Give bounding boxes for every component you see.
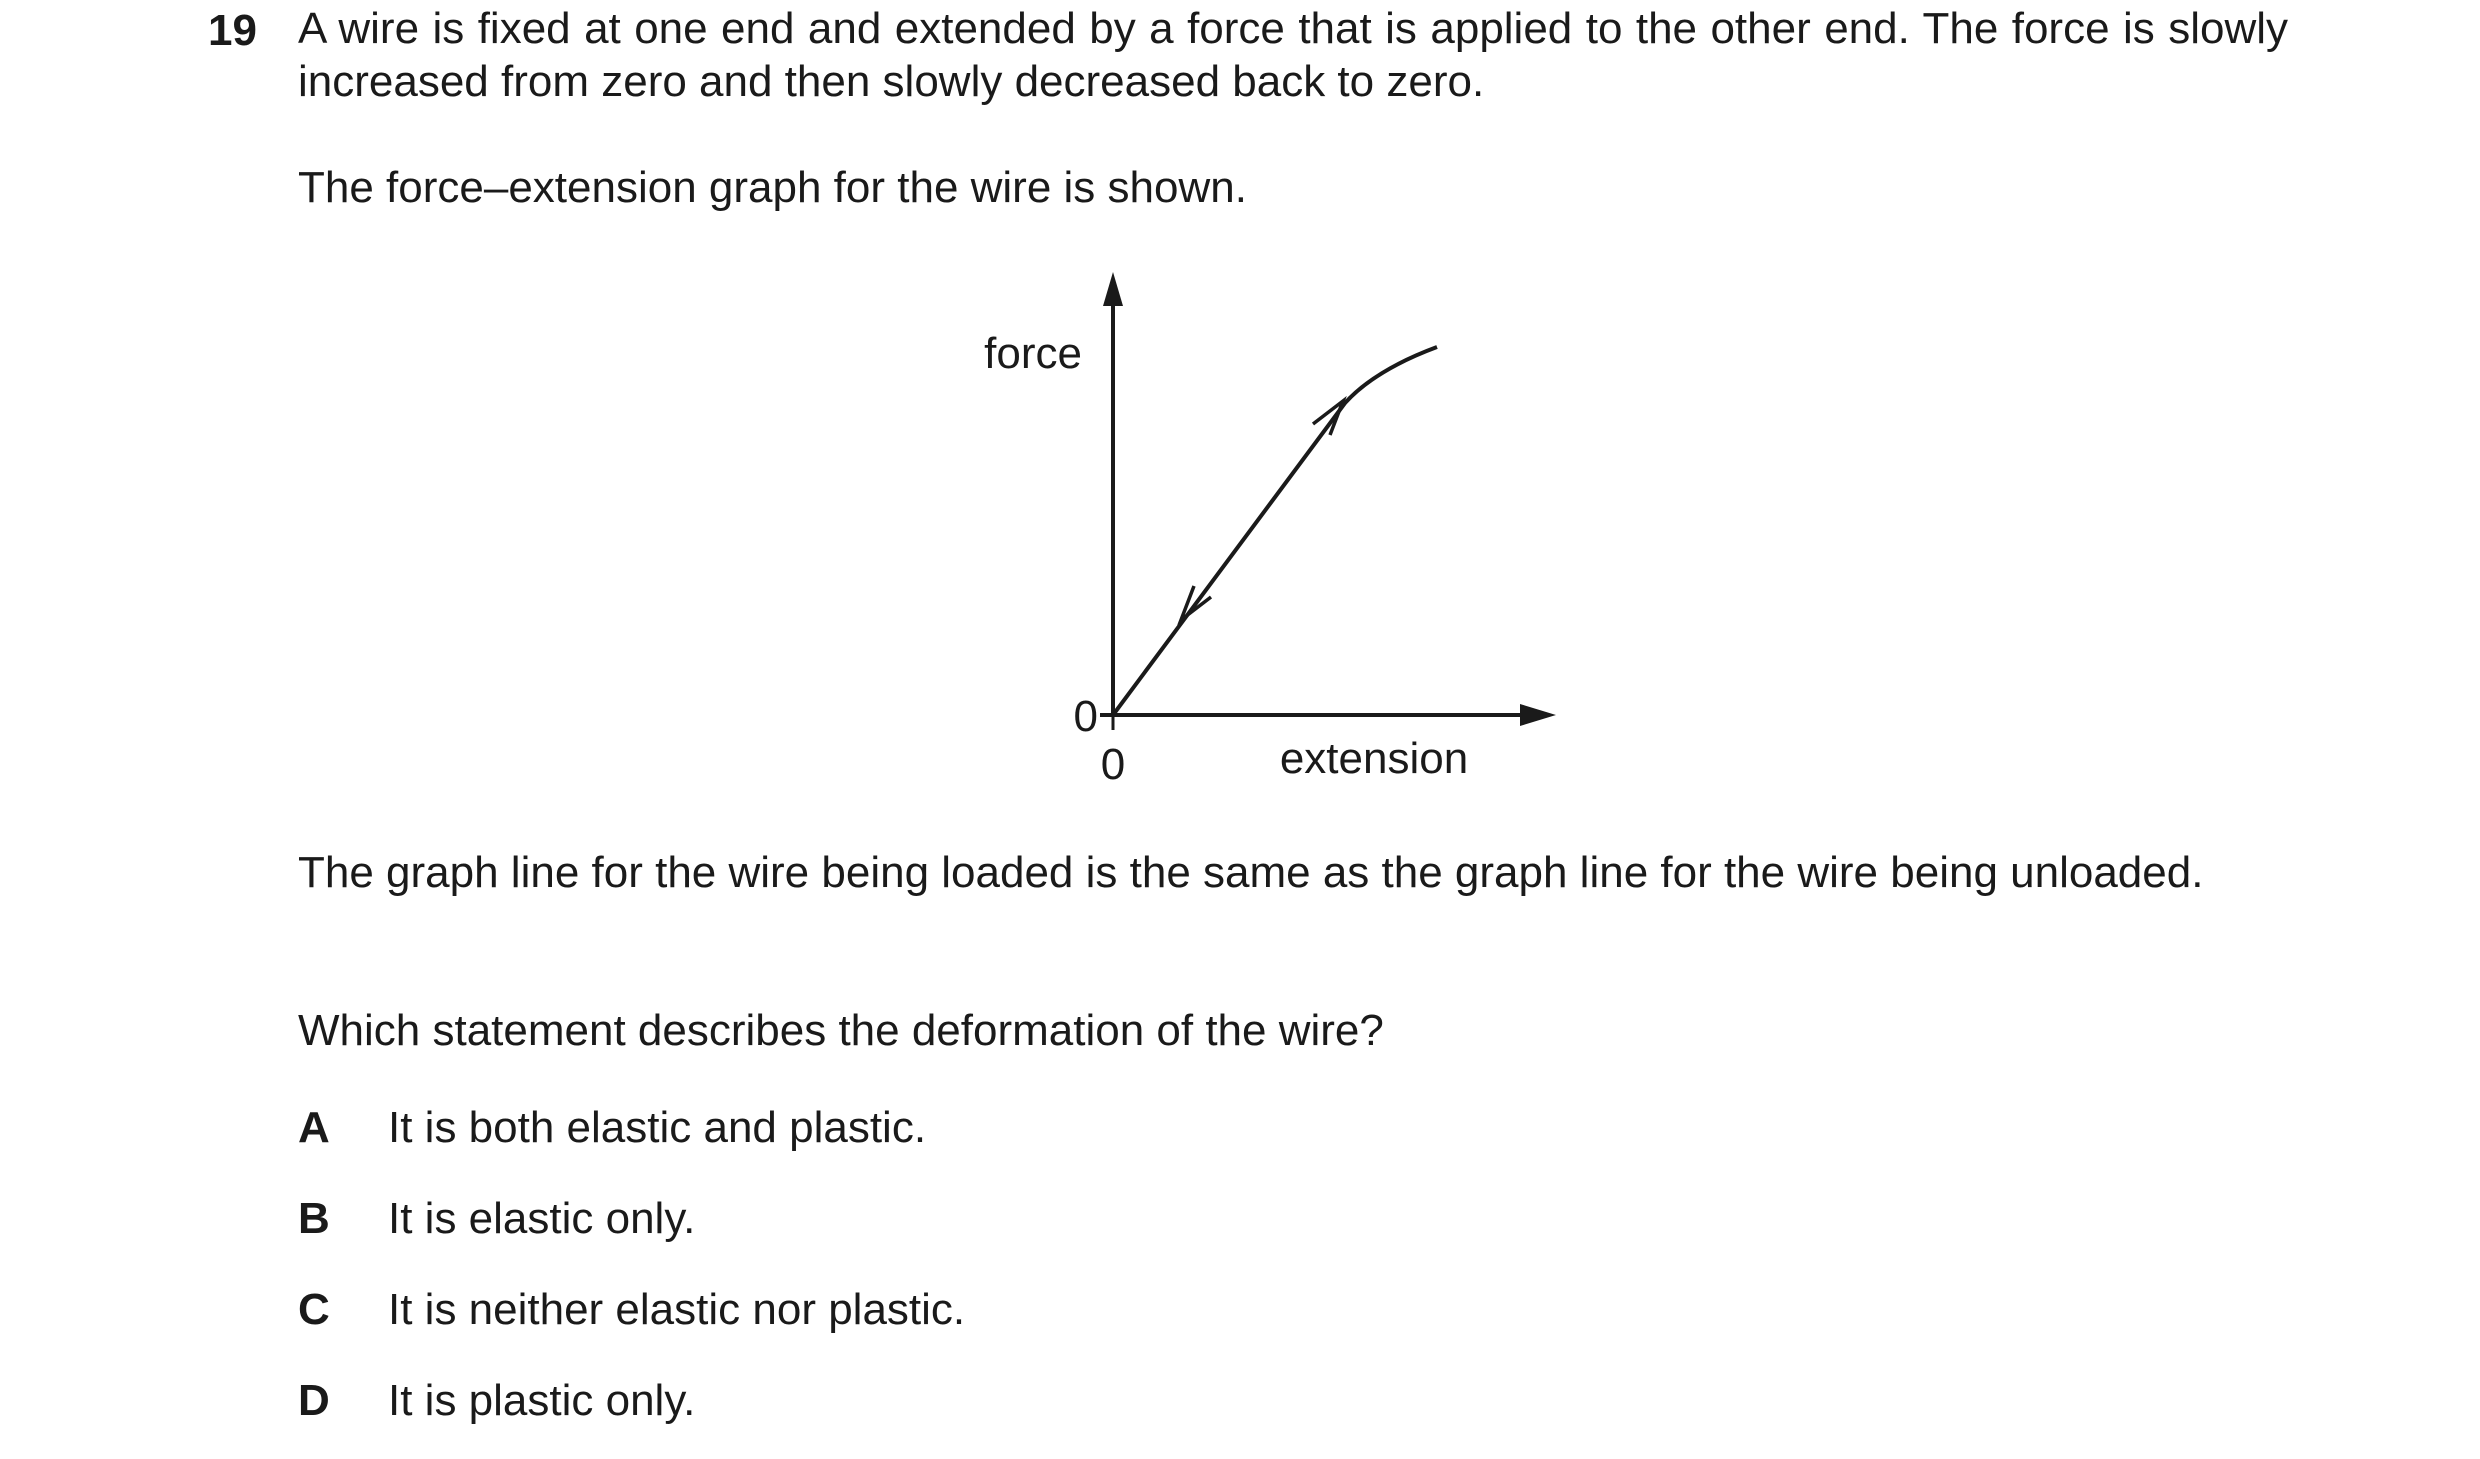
option-b[interactable] [298, 1191, 695, 1247]
y-axis-arrowhead [1103, 272, 1123, 306]
option-letter: B [298, 1194, 330, 1243]
force-extension-graph [960, 260, 1560, 800]
x-axis-label: extension [1279, 734, 1469, 783]
loading-arrow [1313, 401, 1343, 435]
x-origin-label: 0 [1100, 740, 1126, 789]
option-text: It is plastic only. [388, 1376, 696, 1425]
same-line-statement: The graph line for the wire being loaded is the same as the graph line for the wire being unloaded. [298, 848, 2204, 897]
option-text: It is elastic only. [388, 1194, 696, 1243]
option-letter: D [298, 1376, 330, 1425]
question-intro: A wire is fixed at one end and extended by a force that is applied to the other end. The force is slowly increased from zero and then slowly decreased back to zero. [298, 4, 2288, 106]
graph-intro: The force–extension graph for the wire is shown. [298, 163, 1247, 212]
option-letter: C [298, 1285, 330, 1334]
question-number: 19 [208, 6, 257, 55]
option-text: It is both elastic and plastic. [388, 1103, 927, 1152]
option-a[interactable] [298, 1100, 926, 1156]
force-extension-curve [1113, 347, 1437, 715]
option-c[interactable] [298, 1282, 965, 1338]
x-axis-arrowhead [1520, 704, 1556, 726]
option-text: It is neither elastic nor plastic. [388, 1285, 966, 1334]
y-axis-label: force [984, 329, 1082, 378]
option-d[interactable] [298, 1373, 695, 1429]
y-origin-label: 0 [1073, 692, 1098, 741]
question-prompt: Which statement describes the deformation of the wire? [298, 1006, 1384, 1055]
option-letter: A [298, 1103, 330, 1152]
